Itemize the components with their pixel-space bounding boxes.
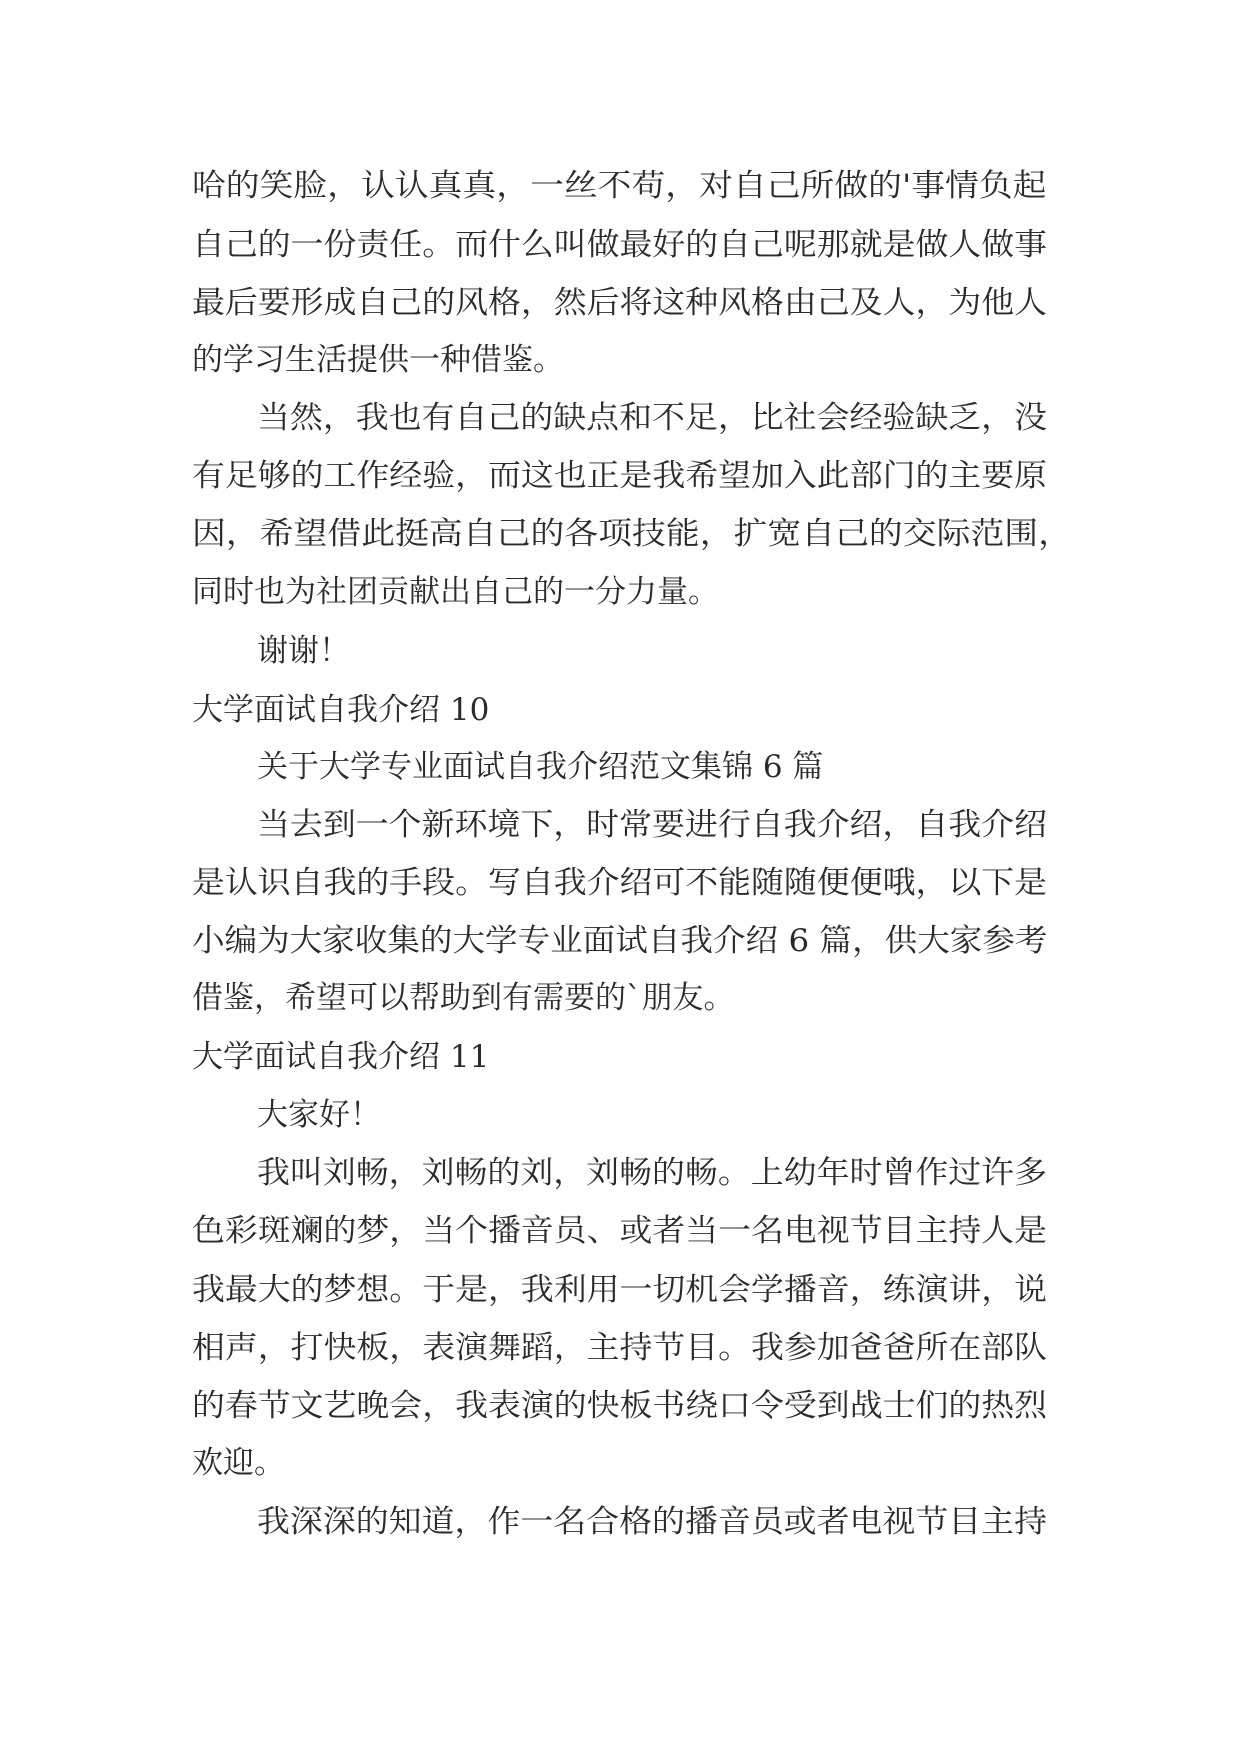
paragraph-line: 我最大的梦想。于是，我利用一切机会学播音，练演讲，说 xyxy=(192,1272,1047,1308)
paragraph-line: 借鉴，希望可以帮助到有需要的`朋友。 xyxy=(192,980,735,1016)
section-heading: 大学面试自我介绍 10 xyxy=(192,692,490,728)
paragraph-line: 我叫刘畅，刘畅的刘，刘畅的畅。上幼年时曾作过许多 xyxy=(257,1155,1047,1191)
paragraph-line: 最后要形成自己的风格，然后将这种风格由己及人，为他人 xyxy=(192,285,1047,321)
paragraph-line: 当然，我也有自己的缺点和不足，比社会经验缺乏，没 xyxy=(257,400,1047,436)
section-heading: 大学面试自我介绍 11 xyxy=(192,1039,490,1075)
paragraph-line: 是认识自我的手段。写自我介绍可不能随随便便哦，以下是 xyxy=(192,865,1047,901)
paragraph-line: 的学习生活提供一种借鉴。 xyxy=(192,342,564,378)
paragraph-line: 有足够的工作经验，而这也正是我希望加入此部门的主要原 xyxy=(192,458,1047,494)
paragraph-line: 我深深的知道，作一名合格的播音员或者电视节目主持 xyxy=(257,1504,1047,1540)
paragraph-line: 谢谢！ xyxy=(257,633,350,669)
paragraph-line: 因，希望借此挺高自己的各项技能，扩宽自己的交际范围， xyxy=(192,516,1072,552)
paragraph-line: 相声，打快板，表演舞蹈，主持节目。我参加爸爸所在部队 xyxy=(192,1330,1047,1366)
paragraph-line: 的春节文艺晚会，我表演的快板书绕口令受到战士们的热烈 xyxy=(192,1388,1047,1424)
paragraph-line: 色彩斑斓的梦，当个播音员、或者当一名电视节目主持人是 xyxy=(192,1213,1047,1249)
paragraph-line: 大家好！ xyxy=(257,1097,381,1133)
paragraph-line: 关于大学专业面试自我介绍范文集锦 6 篇 xyxy=(257,749,824,785)
paragraph-line: 自己的一份责任。而什么叫做最好的自己呢那就是做人做事 xyxy=(192,227,1047,263)
paragraph-line: 当去到一个新环境下，时常要进行自我介绍，自我介绍 xyxy=(257,807,1047,843)
paragraph-line: 同时也为社团贡献出自己的一分力量。 xyxy=(192,574,719,610)
paragraph-line: 小编为大家收集的大学专业面试自我介绍 6 篇，供大家参考 xyxy=(192,923,1048,959)
paragraph-line: 欢迎。 xyxy=(192,1445,285,1481)
paragraph-line: 哈的笑脸，认认真真，一丝不苟，对自己所做的'事情负起 xyxy=(192,168,1047,204)
